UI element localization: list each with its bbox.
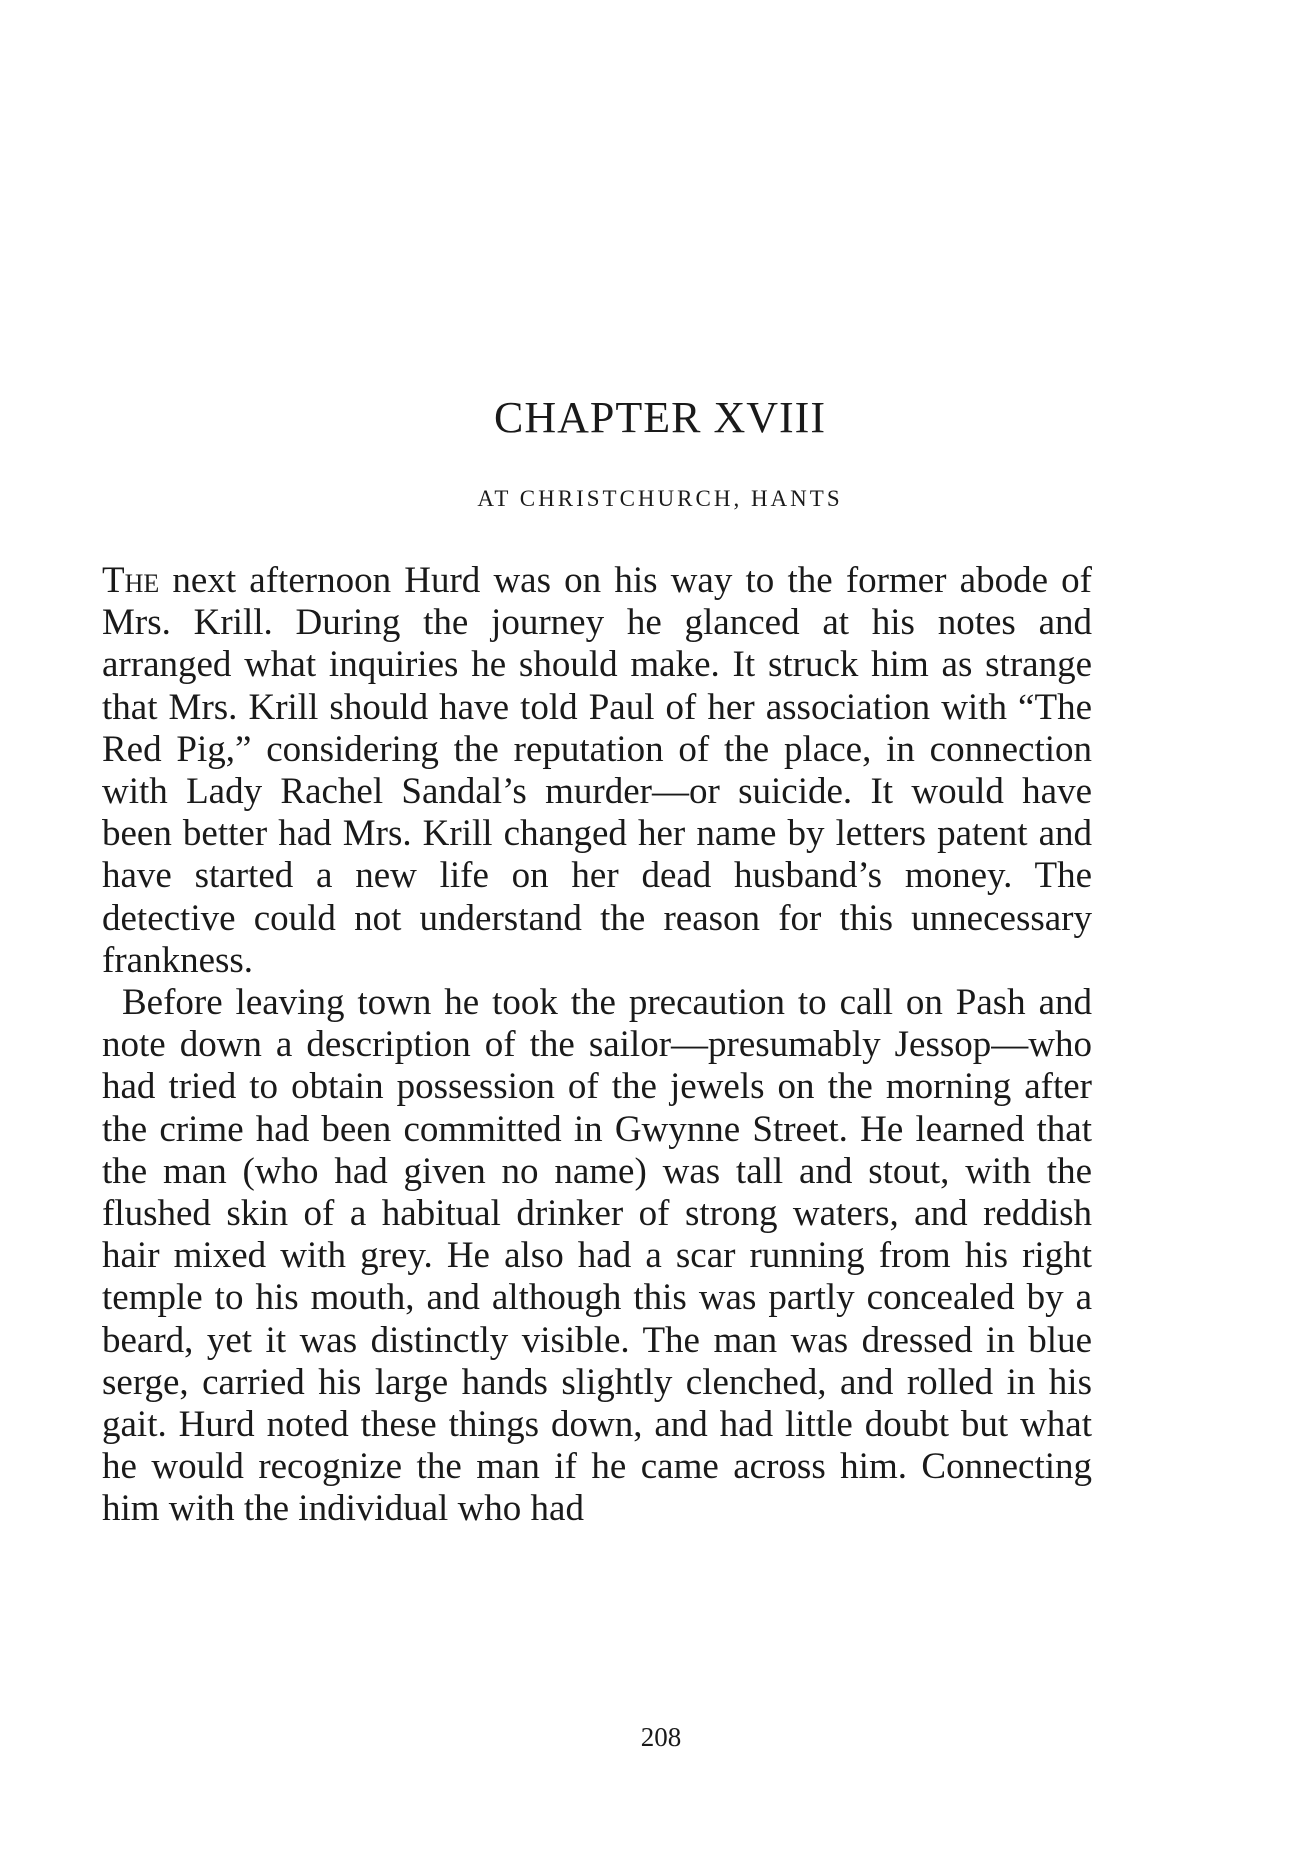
paragraph-1 bbox=[102, 560, 1092, 982]
paragraph-1-text: next afternoon Hurd was on his way to the former abode of Mrs. Krill. During the journey he glanced at his notes and arranged what inquiries he should make. It struck him as strange that Mrs. Krill should have told Paul of her association with “The Red Pig,” considering the reputation of the place, in connection with Lady Rachel Sandal’s murder—or suicide. It would have been better had Mrs. Krill changed her name by letters patent and have started a new life on her dead husband’s money. The detective could not understand the reason for this unnecessary frankness. bbox=[102, 560, 1092, 981]
body-text bbox=[102, 560, 1092, 1531]
page-number: 208 bbox=[640, 1722, 682, 1752]
opening-word: The bbox=[102, 560, 160, 601]
paragraph-2: Before leaving town he took the precaution to call on Pash and note down a description of the sailor—presumably Jessop—who had tried to obtain possession of the jewels on the morning after the crime had been committed in Gwynne Street. He learned that the man (who had given no name) was tall and stout, with the flushed skin of a habitual drinker of strong waters, and reddish hair mixed with grey. He also had a scar running from his right temple to his mouth, and although this was partly concealed by a beard, yet it was distinctly visible. The man was dressed in blue serge, carried his large hands slightly clenched, and rolled in his gait. Hurd noted these things down, and had little doubt but what he would recognize the man if he came across him. Connecting him with the individual who had bbox=[102, 982, 1092, 1530]
chapter-subtitle: AT CHRISTCHURCH, HANTS bbox=[477, 486, 843, 511]
chapter-title: CHAPTER XVIII bbox=[494, 393, 826, 442]
